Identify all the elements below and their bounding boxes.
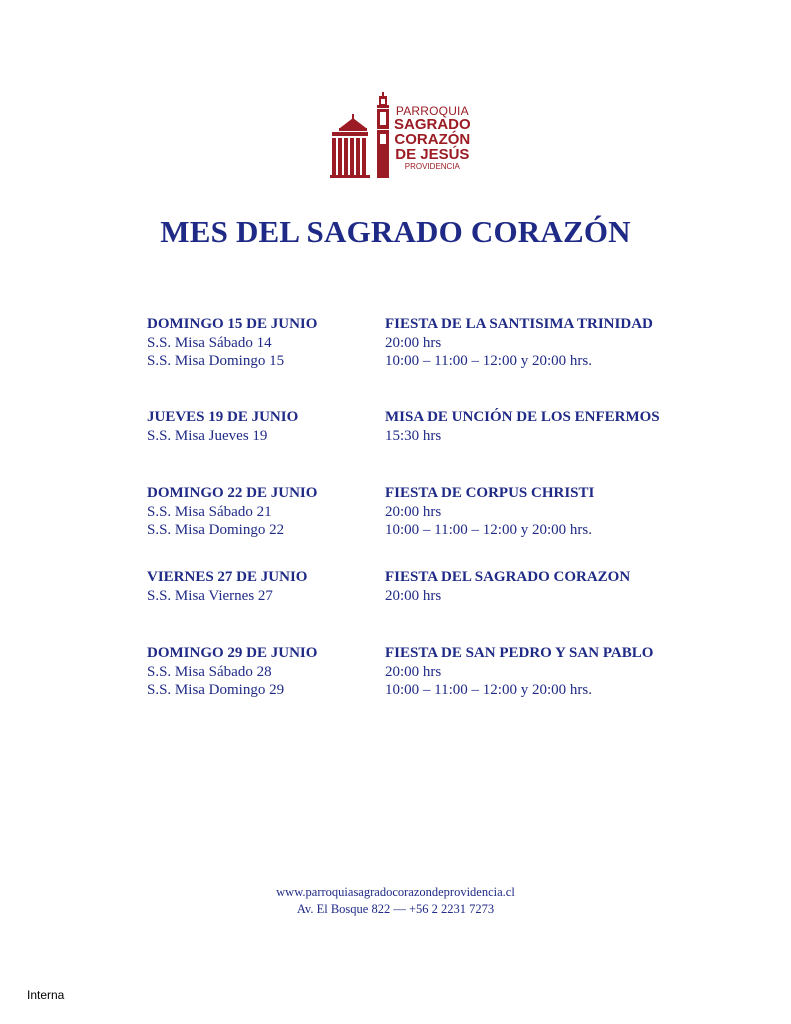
mass-row <box>147 663 707 682</box>
mass-label: S.S. Misa Sábado 14 <box>147 334 272 351</box>
event-header <box>147 484 707 503</box>
event-name: FIESTA DEL SAGRADO CORAZON <box>385 569 631 585</box>
mass-label: S.S. Misa Jueves 19 <box>147 427 268 444</box>
mass-time: 10:00 – 11:00 – 12:00 y 20:00 hrs. <box>385 353 592 369</box>
mass-row <box>147 503 707 522</box>
event-block-5 <box>147 644 707 700</box>
event-date: VIERNES 27 DE JUNIO <box>147 569 308 585</box>
mass-row <box>147 587 707 606</box>
event-header <box>147 408 707 427</box>
footer-address: Av. El Bosque 822 — +56 2 2231 7273 <box>296 902 495 916</box>
logo-line-sagrado: SAGRADO <box>394 116 471 133</box>
event-header <box>147 644 707 663</box>
mass-label: S.S. Misa Domingo 15 <box>147 353 285 369</box>
mass-row <box>147 521 707 540</box>
footer-website-link[interactable]: www.parroquiasagradocorazondeprovidencia.cl <box>276 885 515 899</box>
event-block-2 <box>147 408 707 445</box>
mass-time: 20:00 hrs <box>385 587 442 604</box>
mass-label: S.S. Misa Domingo 29 <box>147 682 285 698</box>
event-header <box>147 315 707 334</box>
mass-label: S.S. Misa Sábado 21 <box>147 503 272 520</box>
event-date: DOMINGO 22 DE JUNIO <box>147 485 318 501</box>
mass-row <box>147 681 707 700</box>
event-date: DOMINGO 29 DE JUNIO <box>147 645 318 661</box>
mass-time: 20:00 hrs <box>385 503 442 520</box>
mass-time: 10:00 – 11:00 – 12:00 y 20:00 hrs. <box>385 682 592 698</box>
event-name: FIESTA DE SAN PEDRO Y SAN PABLO <box>385 645 654 661</box>
mass-row <box>147 352 707 371</box>
event-block-3 <box>147 484 707 540</box>
classification-label: Interna <box>27 988 65 1002</box>
mass-time: 20:00 hrs <box>385 334 442 351</box>
event-block-1 <box>147 315 707 371</box>
mass-time: 20:00 hrs <box>385 663 442 680</box>
page-footer <box>0 884 791 918</box>
page-title: MES DEL SAGRADO CORAZÓN <box>160 214 631 249</box>
event-date: DOMINGO 15 DE JUNIO <box>147 316 318 332</box>
logo-line-de-jesus: DE JESÚS <box>395 146 470 163</box>
mass-label: S.S. Misa Sábado 28 <box>147 663 272 680</box>
logo-line-parroquia: PARROQUIA <box>395 104 469 118</box>
mass-time: 15:30 hrs <box>385 427 442 444</box>
logo-line-corazon: CORAZÓN <box>394 131 471 148</box>
mass-time: 10:00 – 11:00 – 12:00 y 20:00 hrs. <box>385 522 592 538</box>
church-icon <box>326 92 392 180</box>
mass-label: S.S. Misa Viernes 27 <box>147 587 273 604</box>
mass-label: S.S. Misa Domingo 22 <box>147 522 285 538</box>
mass-row <box>147 334 707 353</box>
event-header <box>147 568 707 587</box>
event-name: MISA DE UNCIÓN DE LOS ENFERMOS <box>385 409 660 425</box>
parish-logo <box>326 92 471 180</box>
event-date: JUEVES 19 DE JUNIO <box>147 409 299 425</box>
event-name: FIESTA DE LA SANTISIMA TRINIDAD <box>385 316 653 332</box>
parish-logo-text <box>394 105 471 171</box>
mass-row <box>147 427 707 446</box>
event-block-4 <box>147 568 707 605</box>
logo-line-providencia: PROVIDENCIA <box>404 162 460 171</box>
event-name: FIESTA DE CORPUS CHRISTI <box>385 485 595 501</box>
